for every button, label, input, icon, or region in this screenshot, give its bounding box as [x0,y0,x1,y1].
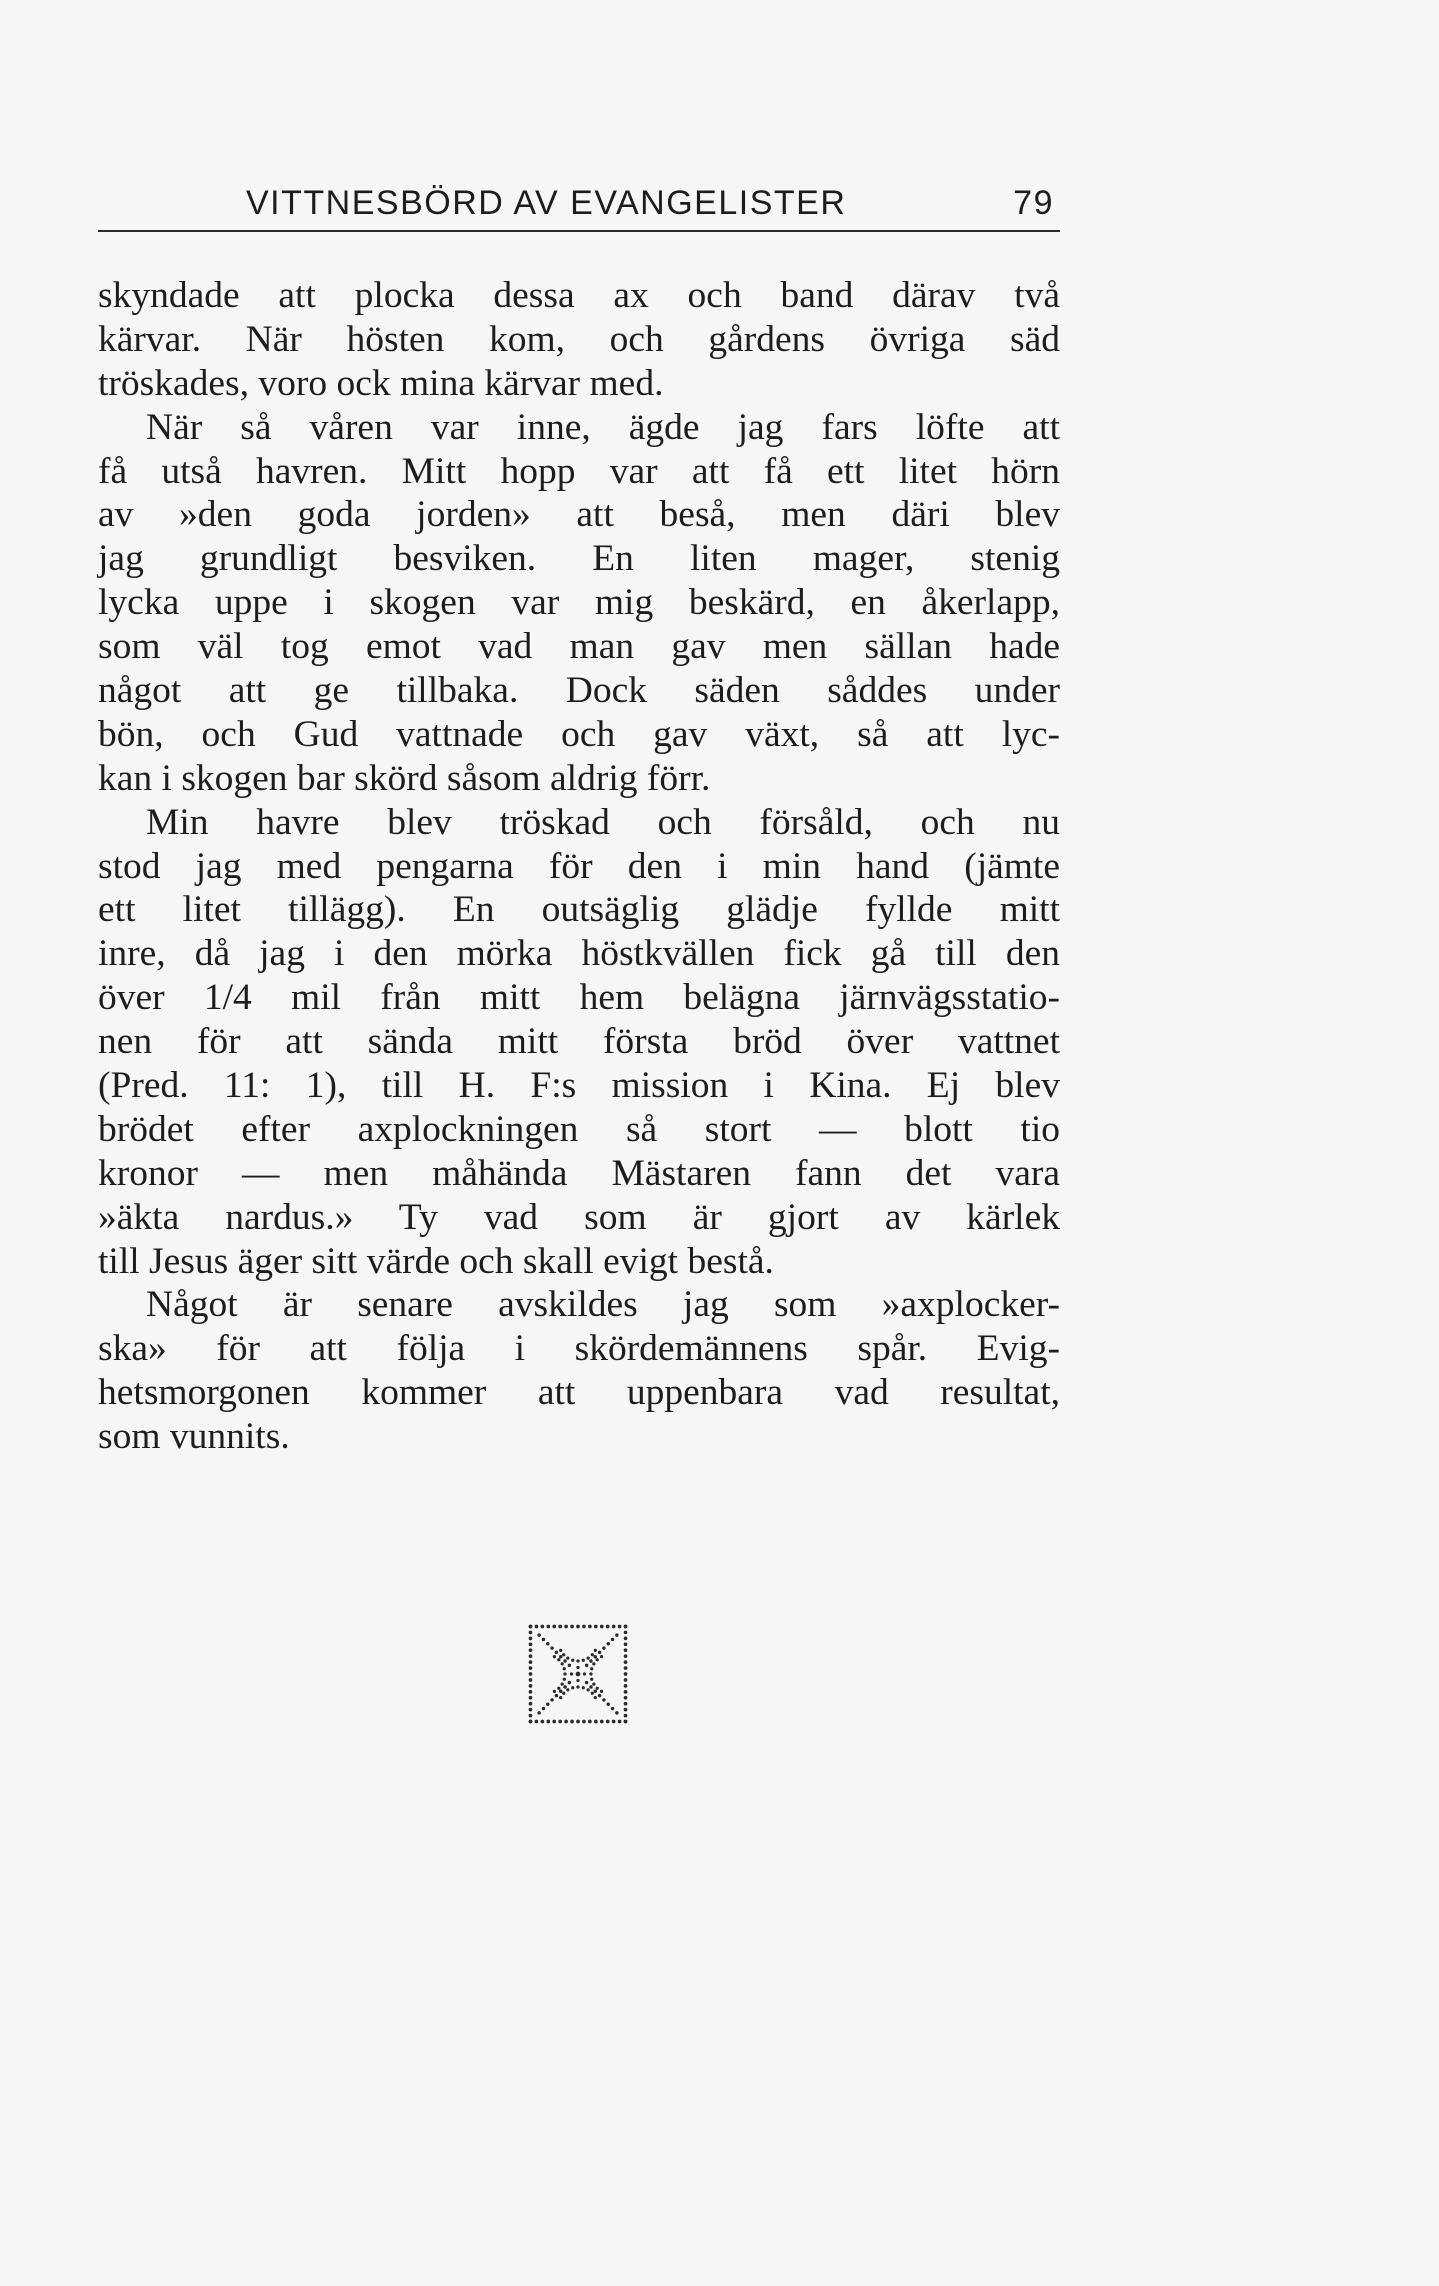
text-line: något att ge tillbaka. Dock säden såddes under [98,670,1060,712]
text-line: jag grundligt besviken. En liten mager, stenig [98,538,1060,580]
text-line: kärvar. När hösten kom, och gårdens övriga säd [98,318,1060,360]
page-header [98,176,1060,232]
text-line: stod jag med pengarna för den i min hand (jämte [98,845,1060,887]
text-line: nen för att sända mitt första bröd över vattnet [98,1021,1060,1063]
text-line: kronor — men måhända Mästaren fann det vara [98,1152,1060,1194]
header-rule [98,230,1060,232]
text-line: lycka uppe i skogen var mig beskärd, en åkerlapp, [98,582,1060,624]
text-line: ett litet tillägg). En outsäglig glädje fyllde mitt [98,889,1060,931]
text-line: (Pred. 11: 1), till H. F:s mission i Kina. Ej blev [98,1065,1060,1107]
text-line: Något är senare avskildes jag som »axplocker- [146,1284,1060,1326]
text-line: tröskades, voro ock mina kärvar med. [98,362,664,404]
body-text [98,274,1060,1459]
text-line: som vunnits. [98,1416,290,1458]
text-line: över 1/4 mil från mitt hem belägna järnvägsstatio- [98,977,1060,1019]
text-line: av »den goda jorden» att beså, men däri blev [98,494,1060,536]
text-line: bön, och Gud vattnade och gav växt, så att lyc- [98,713,1060,755]
text-line: få utså havren. Mitt hopp var att få ett litet hörn [98,450,1060,492]
page-number: 79 [1013,184,1054,222]
running-title: VITTNESBÖRD AV EVANGELISTER [246,184,847,222]
text-line: Min havre blev tröskad och försåld, och nu [146,801,1060,843]
dotted-cross-ornament-icon [524,1620,632,1728]
text-line: När så våren var inne, ägde jag fars löfte att [146,406,1060,448]
text-line: brödet efter axplockningen så stort — blott tio [98,1108,1060,1150]
text-line: kan i skogen bar skörd såsom aldrig förr. [98,757,711,799]
text-line: skyndade att plocka dessa ax och band därav två [98,275,1060,316]
text-line: som väl tog emot vad man gav men sällan hade [98,626,1060,668]
text-line: ska» för att följa i skördemännens spår. Evig- [98,1328,1060,1370]
text-line: hetsmorgonen kommer att uppenbara vad resultat, [98,1372,1060,1414]
text-line: till Jesus äger sitt värde och skall evigt bestå. [98,1240,774,1282]
text-line: inre, då jag i den mörka höstkvällen fick gå till den [98,933,1060,975]
text-line: »äkta nardus.» Ty vad som är gjort av kärlek [98,1196,1060,1238]
